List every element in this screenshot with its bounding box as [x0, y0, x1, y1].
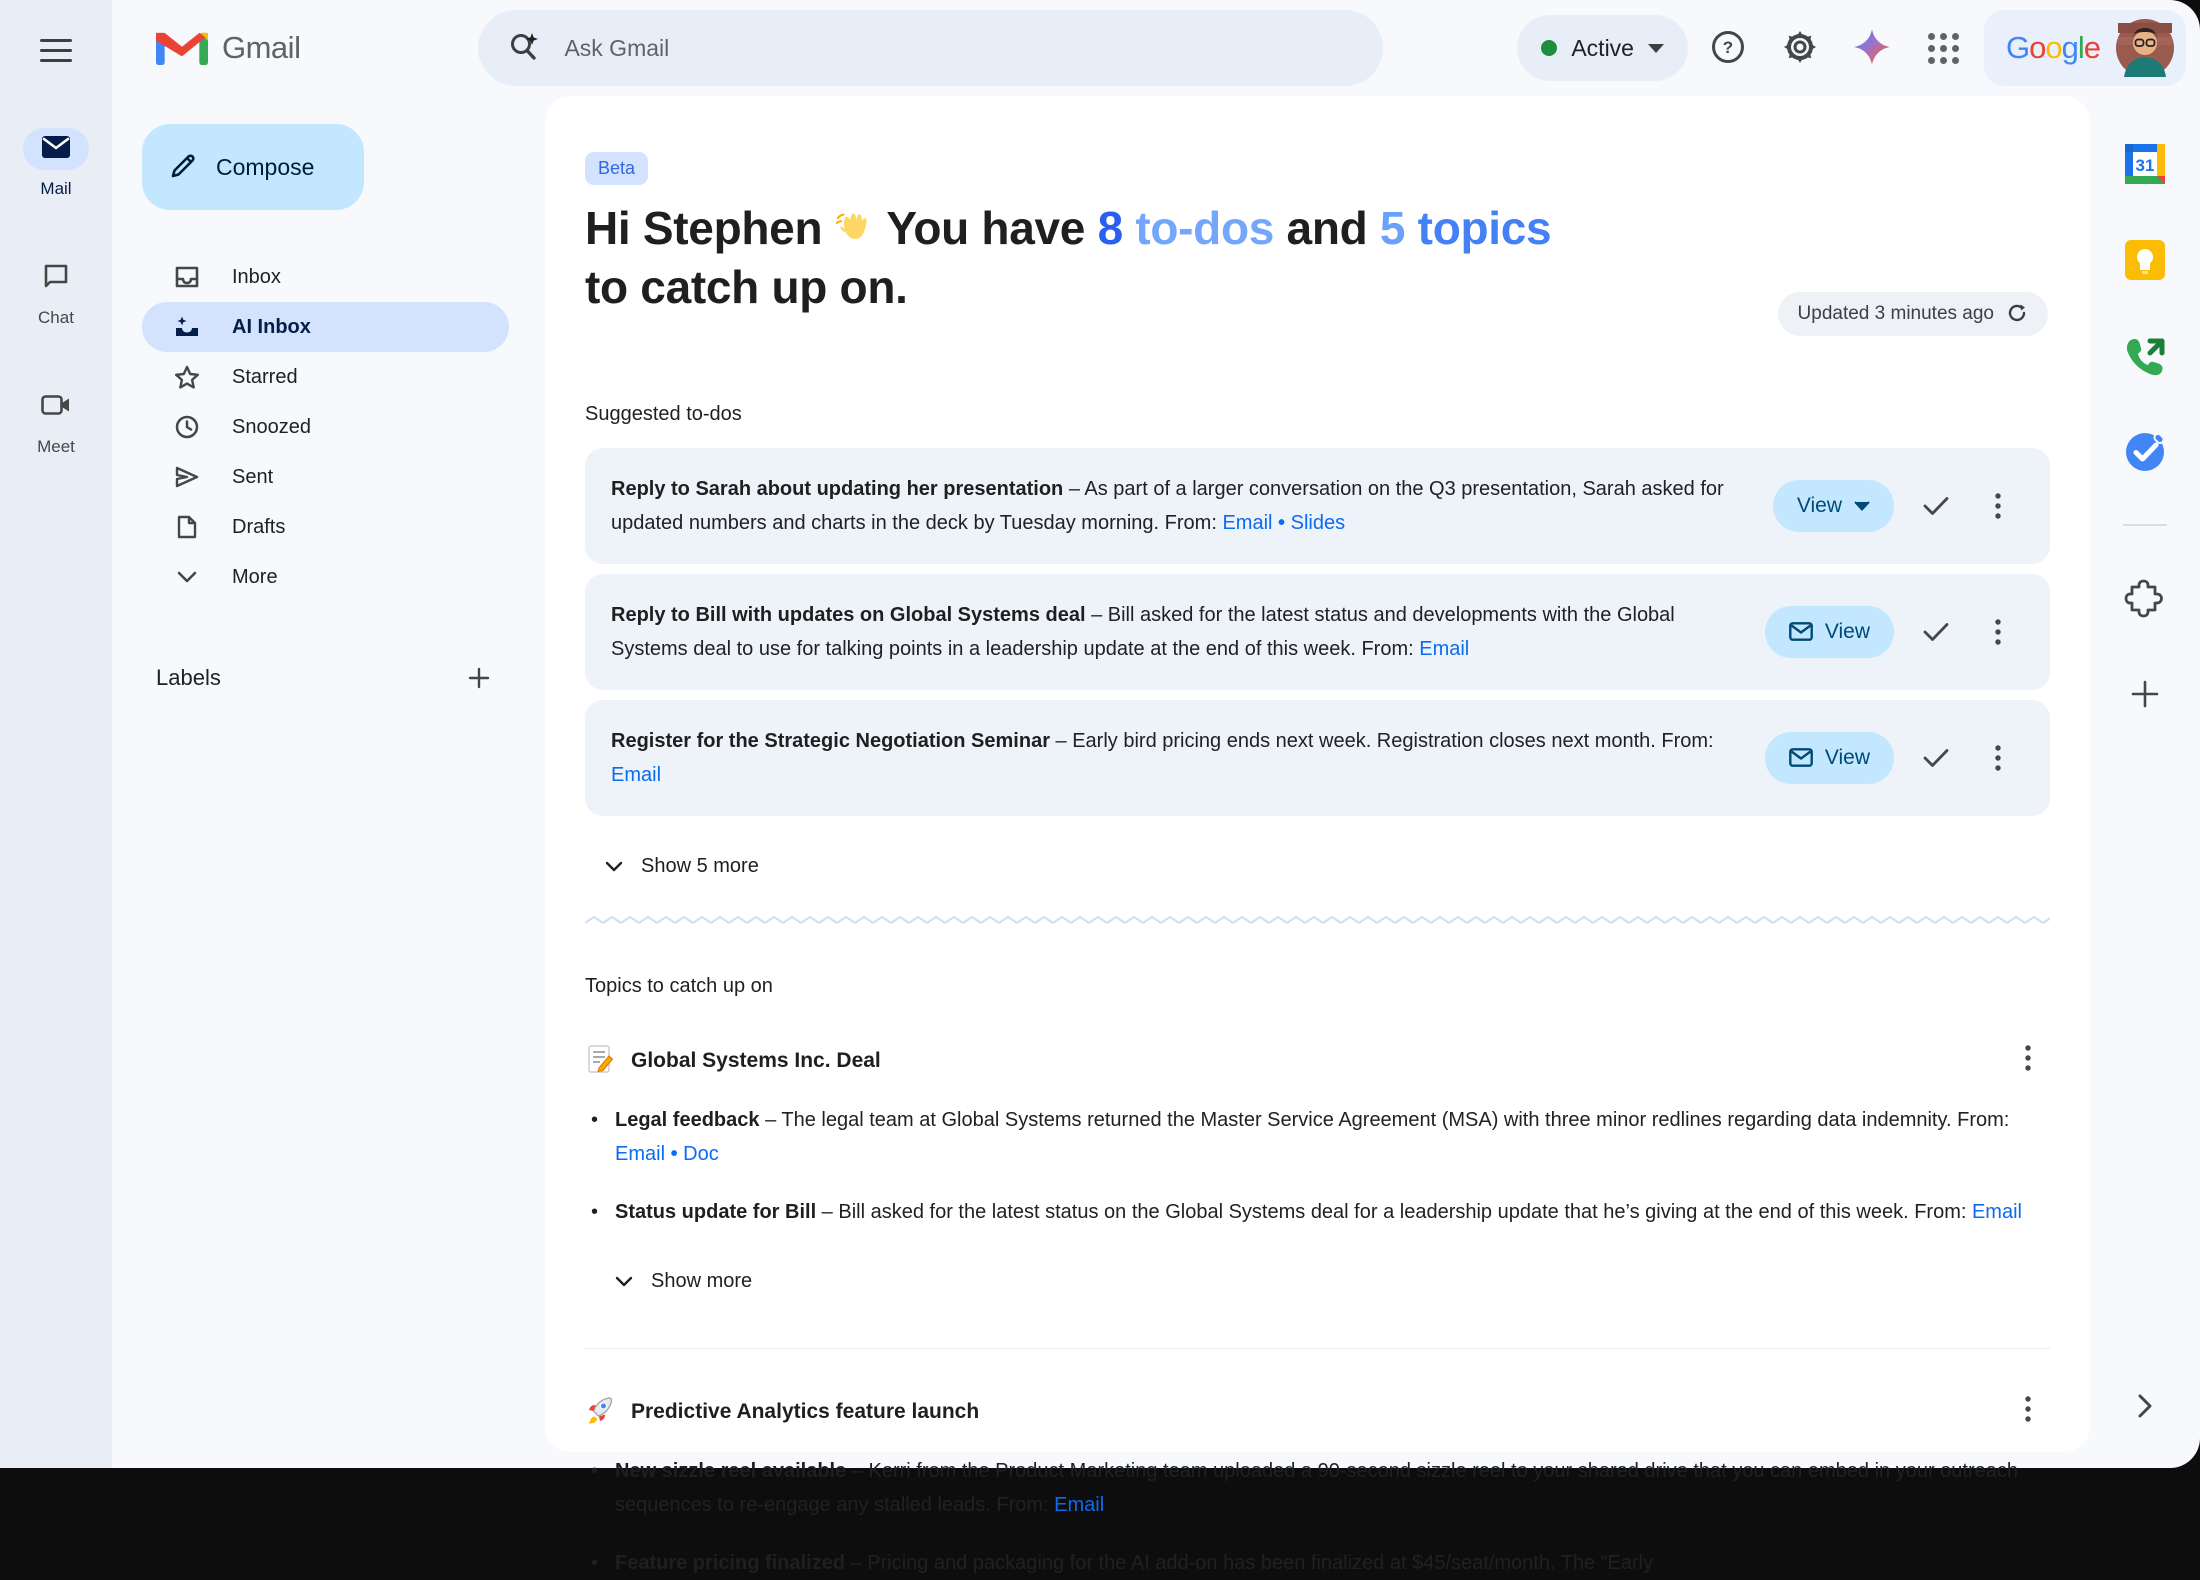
gmail-wordmark: Gmail: [222, 30, 301, 65]
svg-text:31: 31: [2135, 156, 2155, 175]
active-status-dot: [1541, 40, 1557, 56]
chevron-down-icon: [615, 1276, 633, 1287]
email-link[interactable]: Email: [1054, 1493, 1105, 1516]
search-bar[interactable]: [478, 10, 1383, 86]
todo-card-bill: [585, 574, 2050, 690]
inbox-icon: [174, 266, 200, 288]
gmail-m-icon: [156, 26, 208, 70]
mark-done-button[interactable]: [1916, 612, 1956, 652]
memo-emoji: [585, 1044, 615, 1079]
ai-inbox-icon: [174, 314, 200, 340]
topic-predictive-analytics: [585, 1395, 2050, 1580]
voice-icon[interactable]: [2117, 332, 2173, 380]
sidebar-item-more[interactable]: More: [142, 552, 509, 602]
view-email-button[interactable]: View: [1765, 606, 1894, 658]
meet-pill: [23, 386, 89, 428]
mail-pill: [23, 128, 89, 170]
rail-item-mail[interactable]: [23, 128, 89, 199]
chevron-down-icon: [174, 571, 200, 583]
search-input[interactable]: [562, 34, 1353, 63]
expand-chevron-icon[interactable]: [2117, 1382, 2173, 1430]
topic-bullets: [585, 1454, 2050, 1580]
video-camera-icon: [41, 394, 71, 421]
account-pill: [1984, 10, 2186, 86]
addons-puzzle-icon[interactable]: [2117, 574, 2173, 622]
todo-text: Reply to Bill with updates on Global Systems deal – Bill asked for the latest status and developments with the Global Systems deal to use for talking points in a leadership update at the end of this week. From: Email: [611, 603, 1675, 660]
rail-label-chat: Chat: [38, 308, 74, 327]
mark-done-button[interactable]: [1916, 738, 1956, 778]
rail-label-mail: Mail: [40, 179, 72, 198]
draft-file-icon: [174, 515, 200, 539]
view-email-button[interactable]: View: [1765, 732, 1894, 784]
topic-divider: [585, 1348, 2050, 1349]
rocket-emoji: [585, 1395, 615, 1430]
keep-notes-icon[interactable]: [2117, 236, 2173, 284]
avatar[interactable]: [2116, 19, 2174, 77]
send-icon: [174, 466, 200, 488]
topics-label: Topics to catch up on: [585, 974, 773, 997]
chat-pill: [23, 257, 89, 299]
updated-refresh-pill[interactable]: [1778, 292, 2048, 336]
topic-title: Global Systems Inc. Deal: [631, 1049, 881, 1073]
bullet-item: • New sizzle reel available – Kerri from the Product Marketing team uploaded a 90-second sizzle reel to your shared drive that you can embed in your outreach sequences to re-engage any stalled leads. From: Email: [585, 1454, 2050, 1522]
chat-icon: [43, 263, 69, 294]
refresh-icon: [2006, 302, 2028, 327]
gear-icon: [1782, 29, 1818, 68]
email-link[interactable]: Email: [611, 763, 662, 786]
rail-divider: [2123, 524, 2167, 526]
product-rail: [0, 0, 112, 1468]
gemini-sparkle-icon: [1853, 28, 1891, 69]
chevron-down-icon: [1854, 501, 1870, 511]
show-more-todos-button[interactable]: Show 5 more: [585, 854, 765, 879]
todo-text: Register for the Strategic Negotiation Seminar – Early bird pricing ends next week. Registration closes next month. From: Email: [611, 729, 1714, 786]
rail-label-meet: Meet: [37, 437, 75, 456]
sidebar-item-sent[interactable]: Sent: [142, 452, 509, 502]
gemini-button[interactable]: [1840, 16, 1904, 80]
labels-header: [142, 658, 509, 698]
topic-title: Predictive Analytics feature launch: [631, 1400, 980, 1424]
slides-link[interactable]: Slides: [1290, 511, 1346, 534]
chevron-down-icon: [605, 861, 623, 872]
email-link[interactable]: Email: [1971, 1200, 2022, 1223]
sidebar-item-drafts[interactable]: Drafts: [142, 502, 509, 552]
sidebar-item-ai-inbox[interactable]: AI Inbox: [142, 302, 509, 352]
bullet-item: • Legal feedback – The legal team at Global Systems returned the Master Service Agreement (MSA) with three minor redlines regarding data indemnity. From: Email • Doc: [585, 1103, 2050, 1171]
topic-more-options-icon[interactable]: [2008, 1038, 2048, 1078]
main-menu-icon[interactable]: [34, 30, 78, 70]
more-options-icon[interactable]: [1978, 738, 2018, 778]
google-logo: Google: [2005, 30, 2100, 65]
star-icon: [174, 365, 200, 390]
chevron-down-icon: [1648, 44, 1664, 53]
email-link[interactable]: Email: [1222, 511, 1273, 534]
add-label-button[interactable]: [459, 658, 499, 698]
compose-label: Compose: [216, 153, 315, 180]
bullet-item: • Feature pricing finalized – Pricing and packaging for the AI add-on has been finalized at $45/seat/month. The “Early: [585, 1546, 2050, 1580]
todo-card-seminar: [585, 700, 2050, 816]
tasks-icon[interactable]: [2117, 428, 2173, 476]
search-sparkle-icon: [508, 30, 540, 67]
topic-show-more-button[interactable]: Show more: [585, 1269, 758, 1294]
view-dropdown-button[interactable]: View: [1773, 480, 1894, 532]
google-apps-button[interactable]: [1912, 16, 1976, 80]
svg-text:?: ?: [1722, 37, 1734, 57]
pencil-icon: [170, 153, 196, 182]
status-label: Active: [1571, 34, 1634, 61]
email-link[interactable]: Email: [615, 1142, 666, 1165]
calendar-icon[interactable]: [2117, 140, 2173, 188]
email-link[interactable]: Email: [1419, 637, 1470, 660]
more-options-icon[interactable]: [1978, 612, 2018, 652]
envelope-icon: [1789, 748, 1813, 767]
updated-label: Updated 3 minutes ago: [1797, 303, 1994, 324]
help-button[interactable]: [1696, 16, 1760, 80]
sidebar-item-starred[interactable]: Starred: [142, 352, 509, 402]
ai-inbox-panel: [545, 96, 2090, 1574]
status-selector[interactable]: [1517, 15, 1688, 81]
suggested-todos-label: Suggested to-dos: [585, 402, 742, 425]
help-icon: [1710, 29, 1746, 68]
bullet-item: • Status update for Bill – Bill asked for the latest status on the Global Systems deal for a leadership update that he’s giving at the end of this week. From: Email: [585, 1195, 2050, 1229]
rail-item-chat[interactable]: [23, 257, 89, 328]
beta-badge: Beta: [585, 152, 648, 185]
topic-more-options-icon[interactable]: [2008, 1389, 2048, 1429]
sidebar-item-inbox[interactable]: Inbox: [142, 252, 509, 302]
todo-card-sarah: [585, 448, 2050, 564]
gmail-logo: [156, 26, 300, 70]
mail-icon: [42, 136, 70, 163]
compose-button[interactable]: [142, 124, 364, 210]
apps-grid-icon: [1928, 33, 1959, 64]
waving-hand-emoji: [835, 202, 875, 254]
get-addons-plus-icon[interactable]: [2117, 670, 2173, 718]
more-options-icon[interactable]: [1978, 486, 2018, 526]
rail-item-meet[interactable]: [23, 386, 89, 457]
mark-done-button[interactable]: [1916, 486, 1956, 526]
todo-list: [585, 448, 2050, 816]
labels-title: Labels: [156, 665, 221, 690]
greeting-heading: Hi Stephen You have 8 to-dos and 5 topics to catch up on.: [585, 202, 1552, 313]
doc-link[interactable]: Doc: [683, 1142, 719, 1165]
envelope-icon: [1789, 622, 1813, 641]
clock-icon: [174, 415, 200, 439]
settings-button[interactable]: [1768, 16, 1832, 80]
todo-text: Reply to Sarah about updating her presentation – As part of a larger conversation on the Q3 presentation, Sarah asked for updated numbers and charts in the deck by Tuesday morning. From: Email • Slides: [611, 477, 1724, 534]
sidebar: [112, 96, 545, 1468]
wavy-divider: [585, 913, 2050, 931]
topbar: [112, 0, 2200, 96]
topic-bullets: [585, 1103, 2050, 1229]
side-panel-rail: [2090, 96, 2200, 1468]
sidebar-item-snoozed[interactable]: Snoozed: [142, 402, 509, 452]
topic-global-systems: [585, 1044, 2050, 1294]
